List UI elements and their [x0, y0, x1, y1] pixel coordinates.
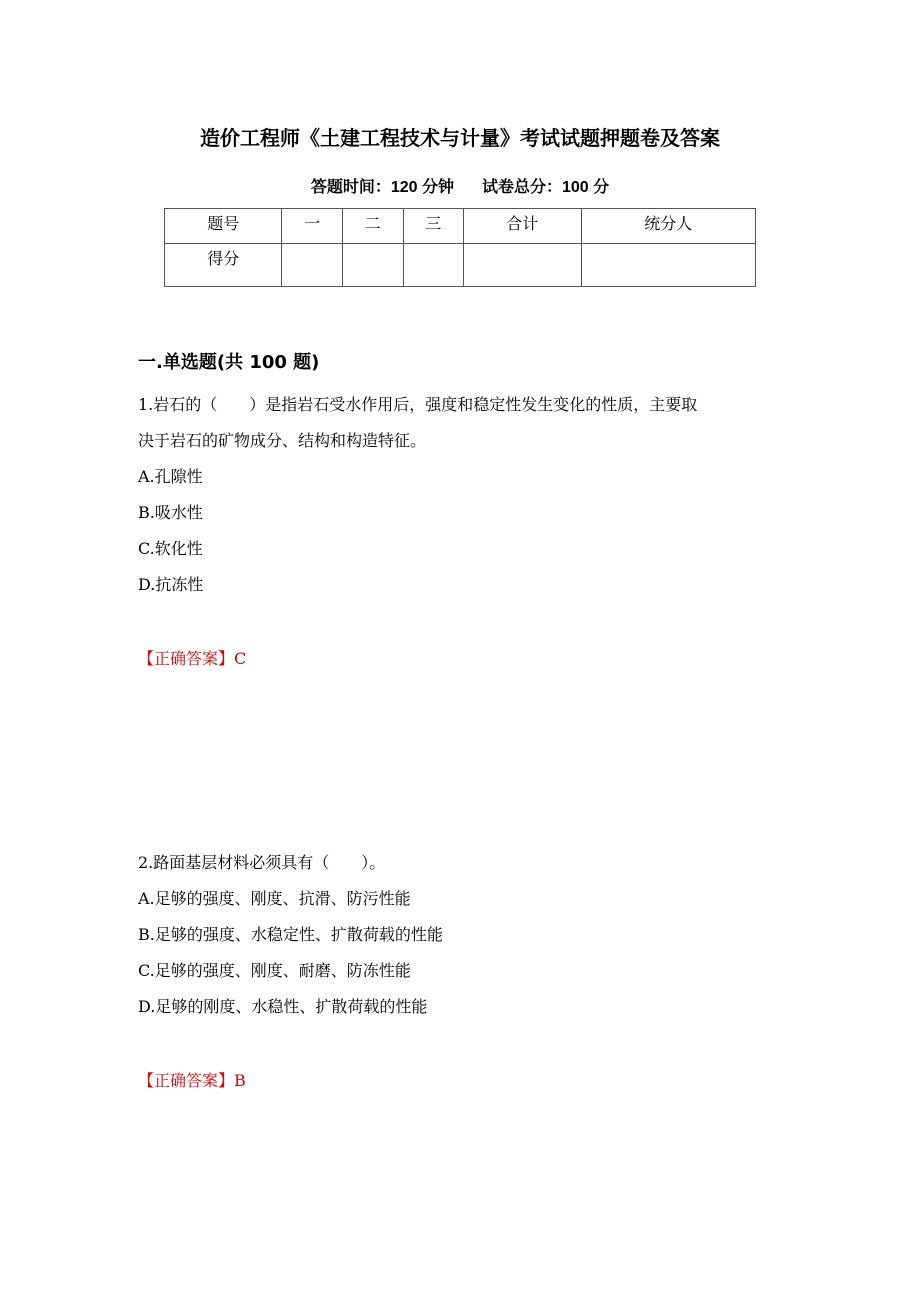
- correct-answer: 【正确答案】C: [138, 649, 247, 668]
- option: D.足够的刚度、水稳性、扩散荷载的性能: [138, 997, 428, 1016]
- score-cell: [282, 244, 343, 287]
- header-cell: 三: [403, 209, 464, 244]
- question-text: 决于岩石的矿物成分、结构和构造特征。: [138, 431, 427, 450]
- section-heading: 一.单选题(共 100 题): [138, 352, 320, 373]
- exam-info: [0, 174, 920, 197]
- option: B.吸水性: [138, 503, 203, 522]
- score-cell: [403, 244, 464, 287]
- option: A.足够的强度、刚度、抗滑、防污性能: [138, 889, 411, 908]
- option: A.孔隙性: [138, 467, 203, 486]
- header-cell: 统分人: [581, 209, 755, 244]
- question-text: 2.路面基层材料必须具有（ ）。: [138, 853, 386, 872]
- option: D.抗冻性: [138, 575, 204, 594]
- option: C.足够的强度、刚度、耐磨、防冻性能: [138, 961, 411, 980]
- header-cell: 二: [343, 209, 404, 244]
- option: B.足够的强度、水稳定性、扩散荷载的性能: [138, 925, 443, 944]
- score-cell: [581, 244, 755, 287]
- exam-total-score: 试卷总分：100 分: [482, 179, 610, 196]
- score-cell: [343, 244, 404, 287]
- document-title: 造价工程师《土建工程技术与计量》考试试题押题卷及答案: [200, 126, 720, 150]
- header-cell: 一: [282, 209, 343, 244]
- header-cell: 合计: [464, 209, 581, 244]
- option: C.软化性: [138, 539, 203, 558]
- score-cell: [464, 244, 581, 287]
- exam-time: 答题时间：120 分钟: [310, 179, 454, 196]
- score-table: [164, 208, 756, 287]
- row-label: 得分: [165, 244, 282, 287]
- question-text: 1.岩石的（ ）是指岩石受水作用后，强度和稳定性发生变化的性质，主要取: [138, 395, 698, 414]
- correct-answer: 【正确答案】B: [138, 1071, 246, 1090]
- header-cell: 题号: [165, 209, 282, 244]
